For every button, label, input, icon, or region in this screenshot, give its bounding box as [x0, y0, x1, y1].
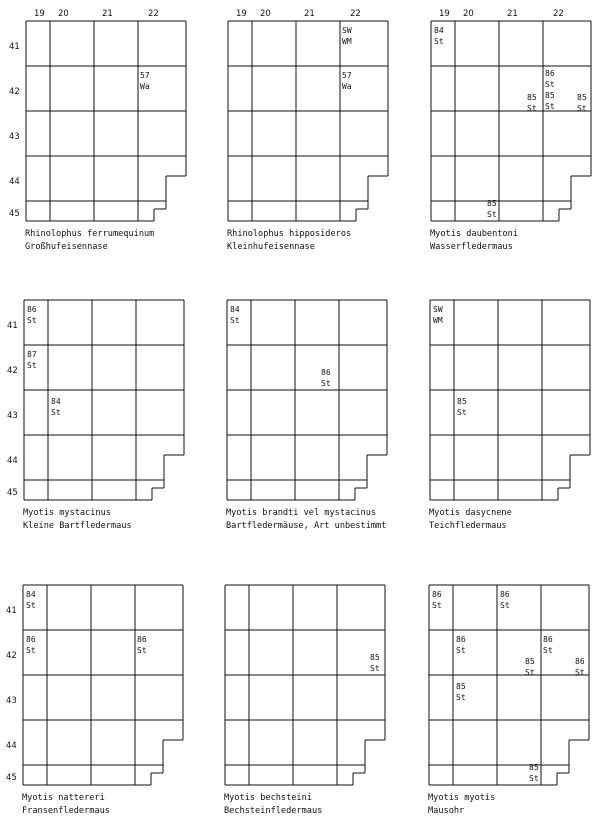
- column-label: 20: [260, 9, 271, 19]
- record-code: St: [545, 102, 555, 111]
- grid-lines: [429, 585, 589, 785]
- occurrence-record: [545, 69, 555, 111]
- row-label: 44: [7, 456, 18, 466]
- record-code: St: [27, 316, 37, 325]
- occurrence-record: [575, 657, 585, 677]
- record-code: Wa: [140, 82, 150, 91]
- column-label: 21: [102, 9, 113, 19]
- column-label: 20: [463, 9, 474, 19]
- species-common-name: Großhufeisennase: [25, 242, 108, 252]
- record-code: St: [543, 646, 553, 655]
- record-code: St: [577, 104, 587, 113]
- record-year: 85: [525, 657, 535, 666]
- record-code: St: [456, 693, 466, 702]
- record-year: 85: [529, 763, 539, 772]
- species-common-name: Kleine Bartfledermaus: [23, 521, 132, 531]
- occurrence-record: [457, 397, 467, 417]
- occurrence-record: [26, 590, 36, 610]
- record-year: 86: [456, 635, 466, 644]
- column-label: 22: [553, 9, 564, 19]
- species-scientific-name: Myotis dasycnene: [429, 508, 512, 518]
- record-year: 84: [26, 590, 36, 599]
- record-year: 57: [342, 71, 352, 80]
- record-code: St: [545, 80, 555, 89]
- grid-lines: [225, 585, 385, 785]
- species-scientific-name: Myotis brandti vel mystacinus: [226, 508, 377, 518]
- record-code: St: [575, 668, 585, 677]
- record-year: 86: [432, 590, 442, 599]
- species-common-name: Mausohr: [428, 806, 465, 816]
- record-year: 86: [575, 657, 585, 666]
- row-label: 42: [6, 651, 17, 661]
- occurrence-record: [434, 26, 444, 46]
- row-label: 43: [7, 411, 18, 421]
- record-code: St: [26, 601, 36, 610]
- record-year: 84: [434, 26, 444, 35]
- occurrence-record: [342, 26, 352, 46]
- row-label: 45: [9, 209, 20, 219]
- occurrence-record: [529, 763, 539, 783]
- occurrence-record: [527, 93, 537, 113]
- record-code: St: [487, 210, 497, 219]
- row-label: 45: [6, 773, 17, 783]
- record-year: 85: [487, 199, 497, 208]
- record-year: 84: [230, 305, 240, 314]
- occurrence-record: [27, 350, 37, 370]
- record-code: St: [527, 104, 537, 113]
- record-code: WM: [433, 316, 443, 325]
- record-code: St: [456, 646, 466, 655]
- record-code: St: [500, 601, 510, 610]
- record-year: 86: [545, 69, 555, 78]
- record-code: St: [321, 379, 331, 388]
- row-label: 43: [6, 696, 17, 706]
- occurrence-record: [26, 635, 36, 655]
- species-common-name: Bechsteinfledermaus: [224, 806, 323, 816]
- column-label: 20: [58, 9, 69, 19]
- column-label: 19: [236, 9, 247, 19]
- column-label: 22: [350, 9, 361, 19]
- distribution-map-rhinolophus-hipposideros: [227, 9, 388, 252]
- occurrence-record: [500, 590, 510, 610]
- record-year: 87: [27, 350, 37, 359]
- record-year: 86: [137, 635, 147, 644]
- record-year: 86: [321, 368, 331, 377]
- row-label: 41: [6, 606, 17, 616]
- row-label: 41: [9, 42, 20, 52]
- record-year: 85: [456, 682, 466, 691]
- column-label: 19: [34, 9, 45, 19]
- species-common-name: Bartfledermäuse, Art unbestimmt: [226, 521, 387, 531]
- grid-lines: [24, 300, 184, 500]
- row-label: 44: [9, 177, 20, 187]
- row-label: 42: [9, 87, 20, 97]
- column-label: 19: [439, 9, 450, 19]
- row-label: 41: [7, 321, 18, 331]
- row-label: 45: [7, 488, 18, 498]
- species-common-name: Kleinhufeisennase: [227, 242, 315, 252]
- row-label: 43: [9, 132, 20, 142]
- record-code: St: [370, 664, 380, 673]
- record-code: St: [434, 37, 444, 46]
- distribution-map-myotis-dasycneme: [429, 300, 590, 531]
- distribution-map-myotis-brandti-vel-mystacinus: [226, 300, 387, 531]
- record-year: 86: [27, 305, 37, 314]
- distribution-map-rhinolophus-ferrumequinum: [9, 9, 186, 252]
- species-scientific-name: Myotis mystacinus: [23, 508, 111, 518]
- occurrence-record: [577, 93, 587, 113]
- distribution-map-myotis-mystacinus: [7, 300, 184, 531]
- occurrence-record: [543, 635, 553, 655]
- column-label: 21: [507, 9, 518, 19]
- column-label: 21: [304, 9, 315, 19]
- occurrence-record: [321, 368, 331, 388]
- occurrence-record: [230, 305, 240, 325]
- occurrence-record: [432, 590, 442, 610]
- column-label: 22: [148, 9, 159, 19]
- record-code: St: [137, 646, 147, 655]
- distribution-map-myotis-daubentoni: [430, 9, 591, 252]
- record-code: St: [51, 408, 61, 417]
- record-year: 85: [370, 653, 380, 662]
- species-scientific-name: Myotis daubentoni: [430, 229, 518, 239]
- record-year: 57: [140, 71, 150, 80]
- occurrence-record: [137, 635, 147, 655]
- species-common-name: Wasserfledermaus: [430, 242, 513, 252]
- occurrence-record: [456, 635, 466, 655]
- record-code: St: [26, 646, 36, 655]
- record-year: 84: [51, 397, 61, 406]
- occurrence-record: [27, 305, 37, 325]
- grid-lines: [430, 300, 590, 500]
- distribution-map-myotis-nattereri: [6, 585, 183, 816]
- occurrence-record: [456, 682, 466, 702]
- grid-lines: [228, 21, 388, 221]
- grid-lines: [431, 21, 591, 221]
- occurrence-record: [342, 71, 352, 91]
- occurrence-record: [370, 653, 380, 673]
- occurrence-record: [51, 397, 61, 417]
- species-scientific-name: Myotis nattereri: [22, 793, 105, 803]
- record-year: 85: [527, 93, 537, 102]
- record-year: 86: [543, 635, 553, 644]
- species-scientific-name: Rhinolophus ferrumequinum: [25, 229, 155, 239]
- record-year: 86: [500, 590, 510, 599]
- record-year: 86: [26, 635, 36, 644]
- row-label: 42: [7, 366, 18, 376]
- record-year: 85: [457, 397, 467, 406]
- record-year: SW: [342, 26, 352, 35]
- record-code: St: [529, 774, 539, 783]
- occurrence-record: [525, 657, 535, 677]
- occurrence-record: [140, 71, 150, 91]
- occurrence-record: [487, 199, 497, 219]
- record-code: St: [27, 361, 37, 370]
- distribution-map-myotis-bechsteini: [224, 585, 385, 816]
- record-year: 85: [577, 93, 587, 102]
- species-common-name: Teichfledermaus: [429, 521, 507, 531]
- occurrence-record: [433, 305, 443, 325]
- grid-lines: [227, 300, 387, 500]
- species-scientific-name: Rhinolophus hipposideros: [227, 229, 352, 239]
- record-code: St: [230, 316, 240, 325]
- grid-lines: [23, 585, 183, 785]
- record-year: 85: [545, 91, 555, 100]
- record-year: SW: [433, 305, 443, 314]
- species-scientific-name: Myotis bechsteini: [224, 793, 312, 803]
- row-label: 44: [6, 741, 17, 751]
- grid-lines: [26, 21, 186, 221]
- species-common-name: Fransenfledermaus: [22, 806, 110, 816]
- record-code: St: [432, 601, 442, 610]
- species-scientific-name: Myotis myotis: [428, 793, 496, 803]
- record-code: St: [525, 668, 535, 677]
- distribution-map-myotis-myotis: [428, 585, 589, 816]
- record-code: Wa: [342, 82, 352, 91]
- record-code: WM: [342, 37, 352, 46]
- record-code: St: [457, 408, 467, 417]
